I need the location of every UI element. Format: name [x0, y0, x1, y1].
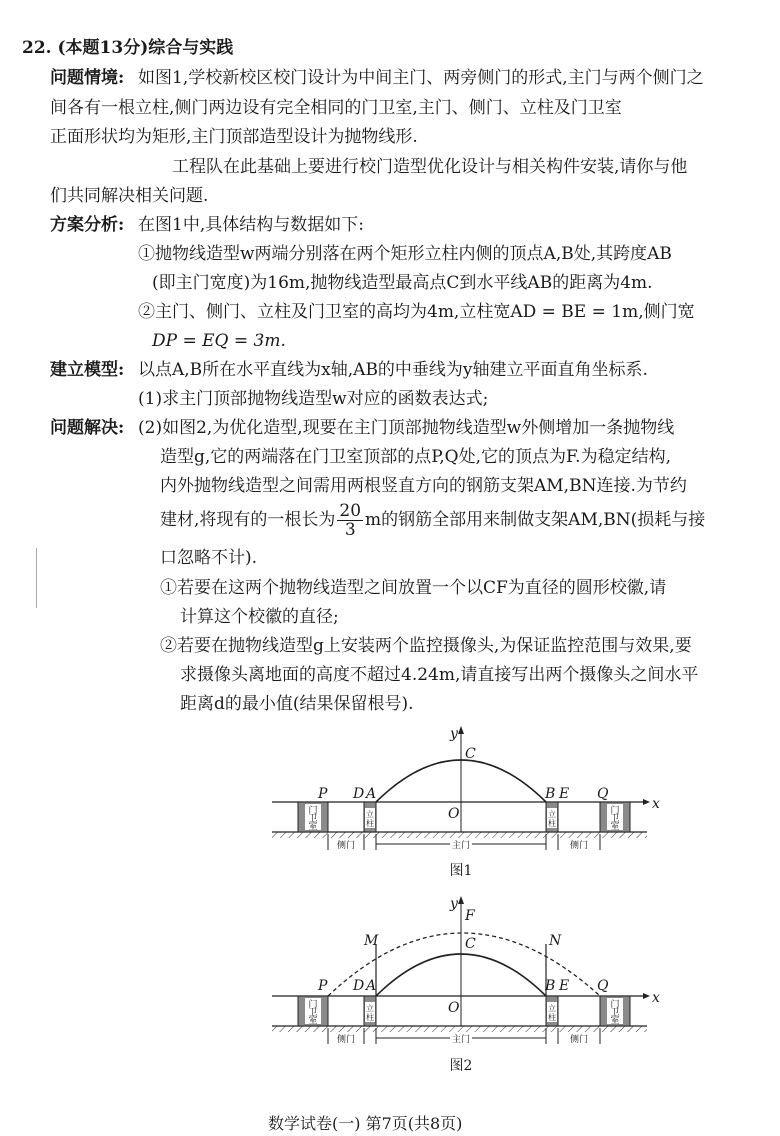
point-P: P [318, 786, 328, 802]
point-E: E [559, 786, 570, 802]
side-gate-left-label: 侧门 [336, 841, 356, 851]
guard-left-char-3: 室 [308, 822, 318, 832]
situation-line-1: 如图1,学校新校区校门设计为中间主门、两旁侧门的形式,主门与两个侧门之 [138, 68, 704, 88]
x-axis-arrow-icon [643, 799, 650, 805]
margin-mark [36, 548, 37, 608]
figure-2-caption: 图2 [449, 1058, 473, 1074]
problem-header: 22. (本题13分)综合与实践 [22, 38, 234, 58]
point-Q: Q [597, 786, 609, 802]
model-label: 建立模型: [50, 360, 125, 380]
pillar-right-char-2: 柱 [548, 1013, 556, 1022]
guard-left-char-1: 门 [308, 806, 318, 816]
main-gate-label: 主门 [451, 841, 471, 851]
guard-right-char-2: 卫 [610, 814, 620, 824]
point-E: E [559, 978, 570, 994]
analysis-label: 方案分析: [50, 215, 125, 235]
pillar-right-char-1: 立 [548, 810, 556, 819]
analysis-item-2: ②主门、侧门、立柱及门卫室的高均为4m,立柱宽AD = BE = 1m,侧门宽 [138, 302, 695, 322]
point-F: F [465, 908, 475, 924]
question-2-line-4-pre: 建材,将现有的一根长为 [160, 510, 336, 530]
y-axis-arrow-icon [458, 726, 464, 734]
guard-right-char-1: 门 [610, 1000, 620, 1010]
point-A: A [366, 978, 377, 994]
y-axis-label: y [450, 726, 458, 742]
situation-para2-line-1: 工程队在此基础上要进行校门造型优化设计与相关构件安装,请你与他 [172, 157, 688, 177]
question-2-line-5: 口忽略不计). [160, 548, 258, 568]
side-gate-right-label: 侧门 [569, 1035, 589, 1045]
situation-label: 问题情境: [50, 68, 125, 88]
pillar-left-char-2: 柱 [366, 1013, 374, 1022]
side-gate-left-label: 侧门 [336, 1035, 356, 1045]
point-C: C [465, 746, 476, 762]
x-axis-label: x [652, 796, 660, 812]
fraction-denominator: 3 [344, 520, 356, 540]
pillar-left-char-2: 柱 [366, 819, 374, 828]
question-2-line-1: (2)如图2,为优化造型,现要在主门顶部抛物线造型w外侧增加一条抛物线 [138, 418, 675, 438]
question-2-line-3: 内外抛物线造型之间需用两根竖直方向的钢筋支架AM,BN连接.为节约 [160, 476, 687, 496]
page-footer: 数学试卷(一) 第7页(共8页) [268, 1114, 463, 1133]
pillar-left-char-1: 立 [366, 810, 374, 819]
situation-para2-line-2: 们共同解决相关问题. [50, 186, 209, 206]
question-2-line-4-post: m的钢筋全部用来制做支架AM,BN(损耗与接 [365, 510, 706, 530]
solve-label: 问题解决: [50, 418, 125, 438]
side-gate-right-label: 侧门 [569, 841, 589, 851]
sub-question-2-line-2: 求摄像头离地面的高度不超过4.24m,请直接写出两个摄像头之间水平 [180, 665, 699, 685]
guard-right-char-3: 室 [610, 1016, 620, 1026]
pillar-right-char-1: 立 [548, 1004, 556, 1013]
point-B: B [545, 978, 556, 994]
point-O: O [448, 806, 460, 822]
point-B: B [545, 786, 556, 802]
guard-right-char-2: 卫 [610, 1008, 620, 1018]
fraction-numerator: 20 [339, 501, 362, 521]
point-N: N [549, 933, 562, 949]
analysis-item-1b: (即主门宽度)为16m,抛物线造型最高点C到水平线AB的距离为4m. [152, 273, 653, 293]
question-1: (1)求主门顶部抛物线造型w对应的函数表达式; [138, 389, 489, 409]
figure-2 [260, 890, 680, 1080]
x-axis-label: x [652, 990, 660, 1006]
situation-line-2: 间各有一根立柱,侧门两边设有完全相同的门卫室,主门、侧门、立柱及门卫室 [50, 98, 622, 118]
figure-1 [260, 722, 680, 882]
model-text: 以点A,B所在水平直线为x轴,AB的中垂线为y轴建立平面直角坐标系. [138, 360, 648, 380]
guard-left-char-2: 卫 [308, 814, 318, 824]
sub-question-1-line-2: 计算这个校徽的直径; [180, 607, 339, 627]
question-2-line-4 [160, 500, 705, 540]
analysis-item-1: ①抛物线造型w两端分别落在两个矩形立柱内侧的顶点A,B处,其跨度AB [138, 244, 672, 264]
x-axis-arrow-icon [643, 993, 650, 999]
y-axis-arrow-icon [458, 896, 464, 904]
main-gate-label: 主门 [451, 1035, 471, 1045]
sub-question-2-line-1: ②若要在抛物线造型g上安装两个监控摄像头,为保证监控范围与效果,要 [160, 636, 692, 656]
guard-right-char-1: 门 [610, 806, 620, 816]
guard-left-char-3: 室 [308, 1016, 318, 1026]
analysis-intro: 在图1中,具体结构与数据如下: [138, 215, 364, 235]
guard-right-char-3: 室 [610, 822, 620, 832]
guard-left-char-2: 卫 [308, 1008, 318, 1018]
sub-question-1-line-1: ①若要在这两个抛物线造型之间放置一个以CF为直径的圆形校徽,请 [160, 578, 667, 598]
figure-1-caption: 图1 [449, 863, 473, 879]
point-D: D [353, 978, 365, 994]
point-Q: Q [597, 978, 609, 994]
point-P: P [318, 978, 328, 994]
fraction-20-over-3 [337, 502, 363, 539]
point-D: D [353, 786, 365, 802]
point-O: O [448, 1000, 460, 1016]
situation-line-3: 正面形状均为矩形,主门顶部造型设计为抛物线形. [50, 127, 418, 147]
guard-left-char-1: 门 [308, 1000, 318, 1010]
question-2-line-2: 造型g,它的两端落在门卫室顶部的点P,Q处,它的顶点为F.为稳定结构, [160, 447, 671, 467]
point-C: C [465, 936, 476, 952]
sub-question-2-line-3: 距离d的最小值(结果保留根号). [180, 694, 414, 714]
pillar-left-char-1: 立 [366, 1004, 374, 1013]
point-M: M [364, 933, 379, 949]
y-axis-label: y [450, 896, 458, 912]
analysis-item-2b: DP = EQ = 3m. [152, 331, 286, 351]
point-A: A [366, 786, 377, 802]
pillar-right-char-2: 柱 [548, 819, 556, 828]
